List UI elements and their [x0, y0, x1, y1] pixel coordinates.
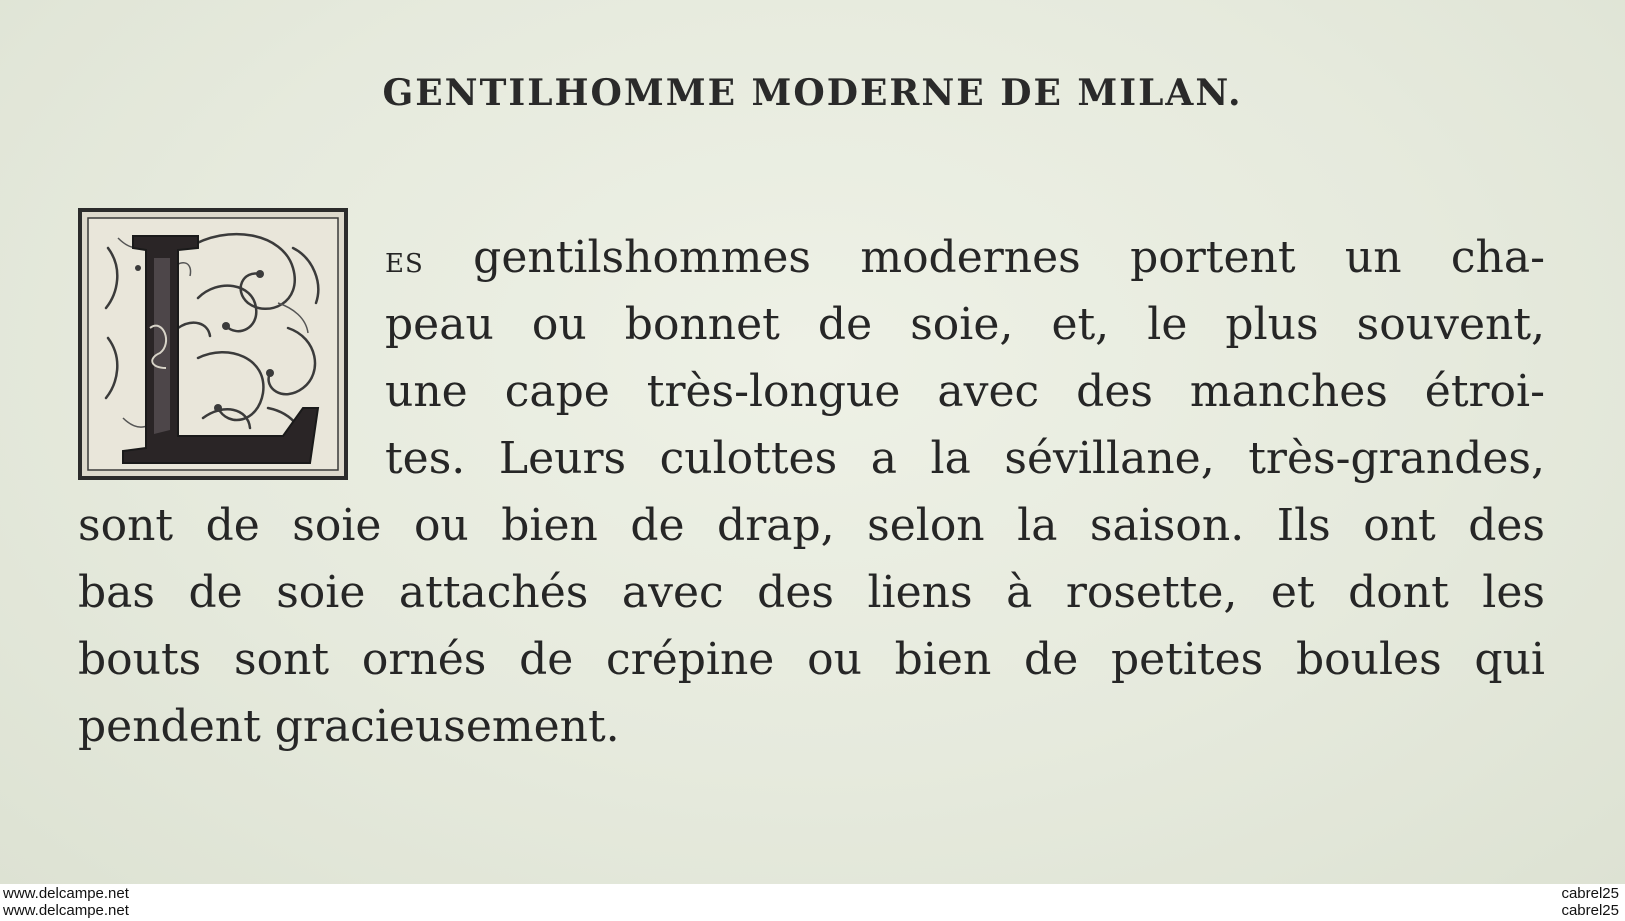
text-line-1-content: gentilshommes modernes portent un cha-: [473, 232, 1545, 283]
watermark-right-2: cabrel25: [1561, 902, 1619, 919]
ornate-initial-l-icon: [78, 208, 348, 480]
text-line-6: bas de soie attachés avec des liens à rosette, et dont les: [78, 567, 1545, 618]
text-line-4: tes. Leurs culottes a la sévillane, très-grandes,: [385, 433, 1545, 484]
text-line-1: [385, 232, 1545, 283]
text-line-8: pendent gracieusement.: [78, 701, 620, 752]
first-word-smallcaps: ES: [385, 249, 424, 279]
drop-cap-ornament: [78, 208, 348, 480]
text-line-7: bouts sont ornés de crépine ou bien de petites boules qui: [78, 634, 1545, 685]
text-line-3: une cape très-longue avec des manches étroi-: [385, 366, 1545, 417]
watermark-right-1: cabrel25: [1561, 885, 1619, 902]
text-line-5: sont de soie ou bien de drap, selon la saison. Ils ont des: [78, 500, 1545, 551]
watermark-left-1: www.delcampe.net: [3, 885, 129, 902]
text-line-2: peau ou bonnet de soie, et, le plus souvent,: [385, 299, 1545, 350]
watermark-bar: [0, 884, 1625, 921]
page-title: GENTILHOMME MODERNE DE MILAN.: [382, 72, 1243, 114]
watermark-left-2: www.delcampe.net: [3, 902, 129, 919]
